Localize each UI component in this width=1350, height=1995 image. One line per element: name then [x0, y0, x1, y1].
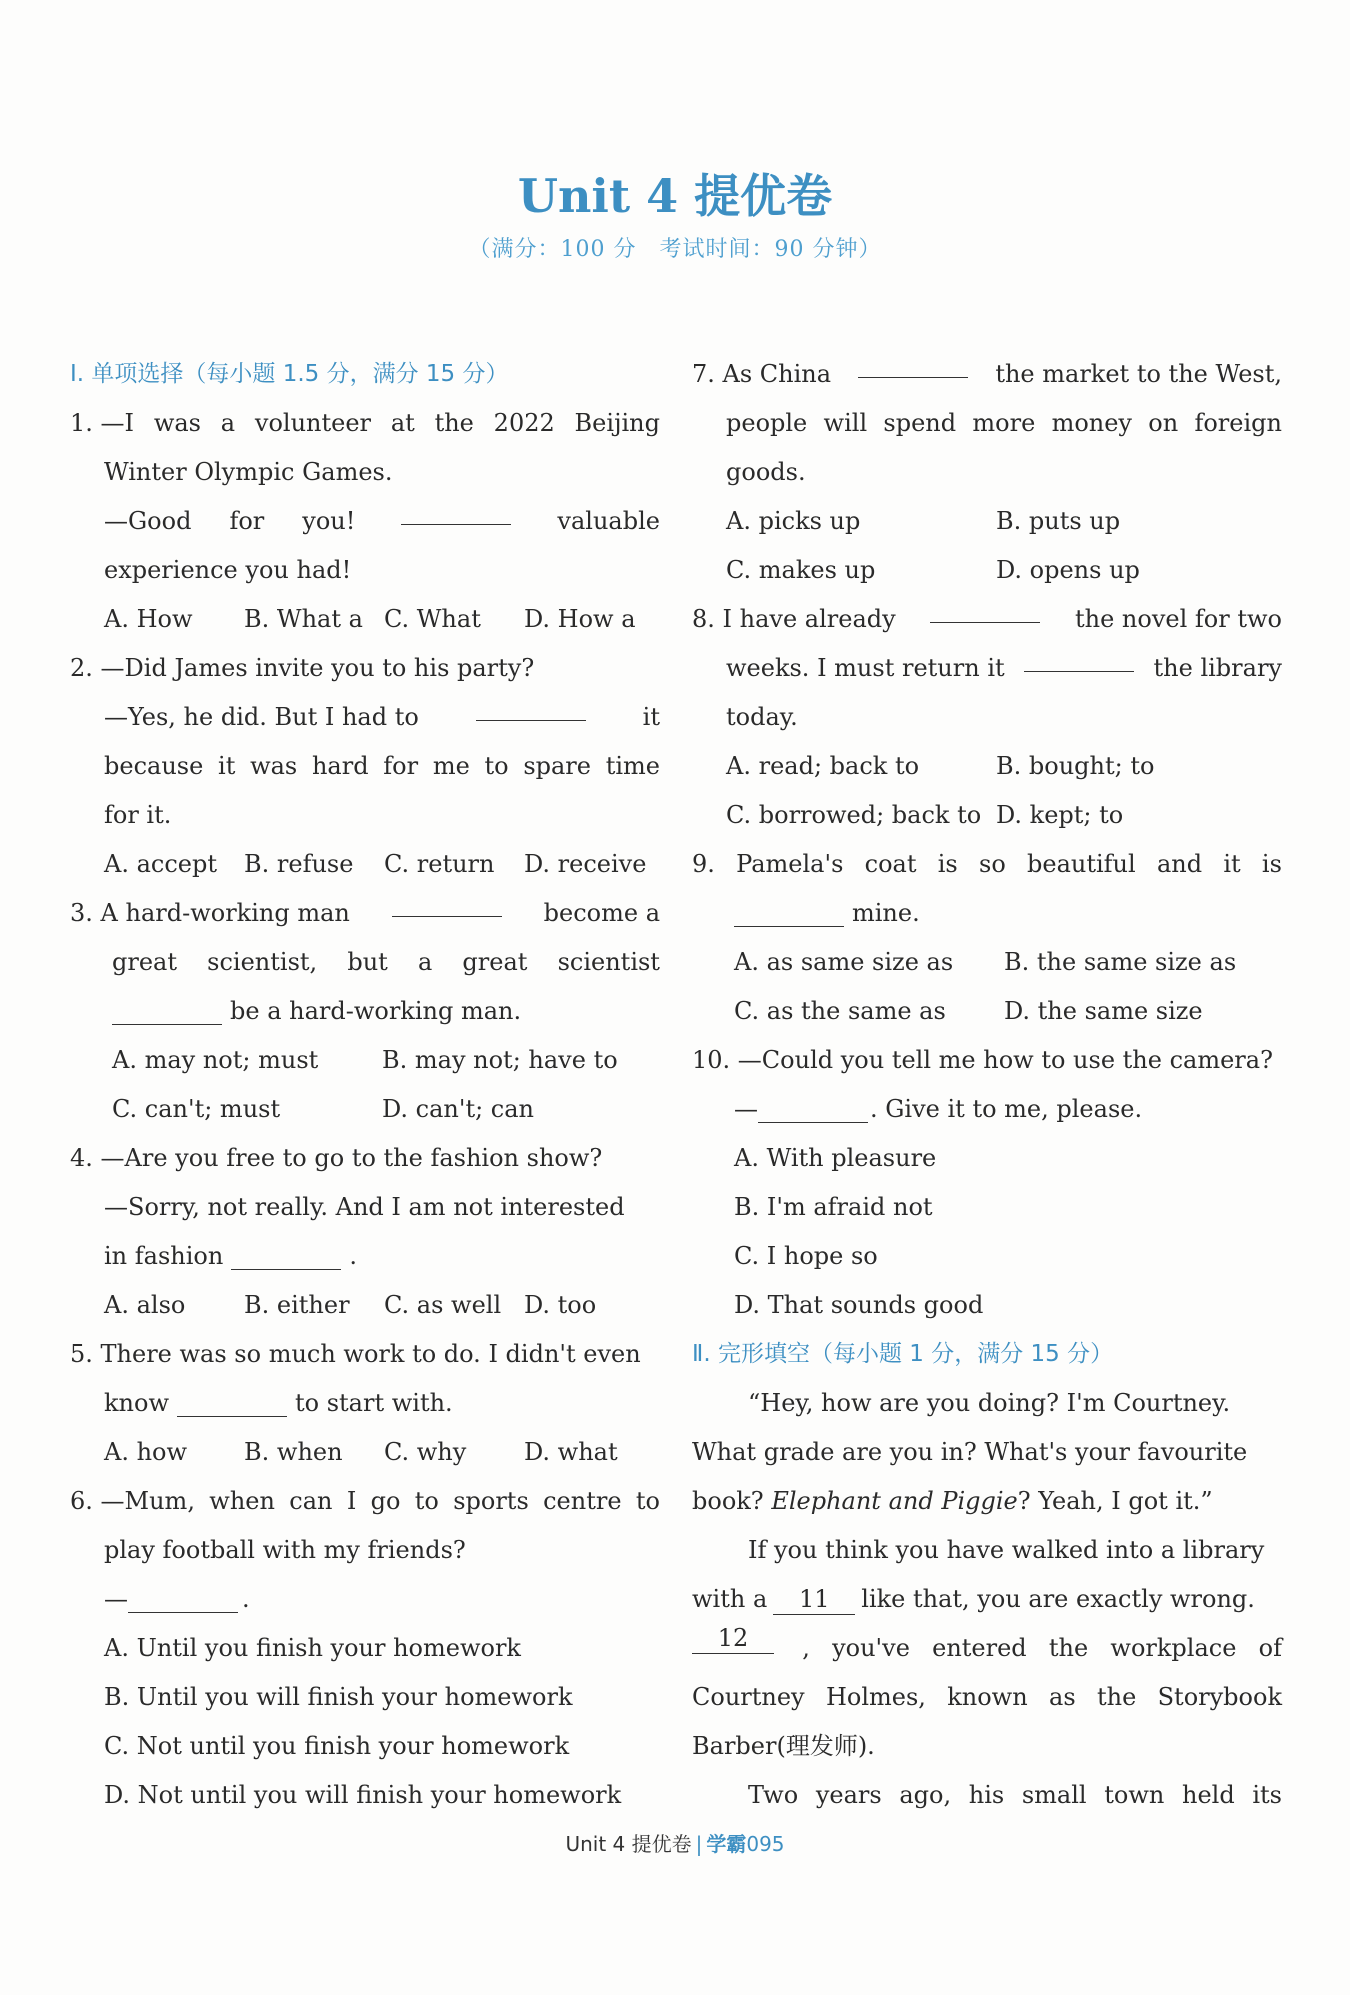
option-c[interactable]: C. why [384, 1438, 467, 1466]
question-3-options-2 [70, 1085, 660, 1134]
option-d[interactable]: D. How a [524, 605, 636, 633]
question-2-line-3: because it was hard for me to spare time [104, 752, 660, 780]
question-4-line-3: in fashion . [104, 1242, 357, 1270]
option-d[interactable]: D. opens up [996, 556, 1140, 584]
question-8-options-2 [692, 791, 1282, 840]
answer-blank[interactable] [930, 595, 1040, 623]
passage-line-9: Two years ago, his small town held its [748, 1781, 1282, 1809]
page-number: 095 [746, 1832, 785, 1856]
passage-line-1: “Hey, how are you doing? I'm Courtney. [748, 1389, 1231, 1417]
question-2-line-4: for it. [104, 801, 172, 829]
question-3-line-1: 3. A hard-working man become a [70, 889, 660, 938]
answer-blank[interactable] [112, 997, 222, 1025]
question-5-line-1: 5. There was so much work to do. I didn't even [70, 1340, 641, 1368]
question-1-line-1: 1. —I was a volunteer at the 2022 Beijing [70, 409, 660, 437]
answer-blank[interactable] [476, 693, 586, 721]
option-a[interactable]: A. accept [104, 850, 217, 878]
page-title: Unit 4 提优卷 [517, 169, 833, 223]
question-8-line-1: 8. I have already the novel for two [692, 595, 1282, 644]
question-6-option-d[interactable]: D. Not until you will finish your homework [104, 1781, 622, 1809]
question-3-line-3: be a hard-working man. [70, 987, 660, 1036]
question-10-option-b[interactable]: B. I'm afraid not [734, 1193, 933, 1221]
right-column [692, 350, 1282, 1820]
option-c[interactable]: C. as well [384, 1291, 502, 1319]
question-8-options-1 [692, 742, 1282, 791]
question-7-line-3: goods. [726, 458, 806, 486]
question-1-options [70, 595, 660, 644]
passage-line-4: If you think you have walked into a library [748, 1536, 1265, 1564]
option-c[interactable]: C. makes up [726, 556, 876, 584]
option-d[interactable]: D. receive [524, 850, 647, 878]
passage-line-2: What grade are you in? What's your favourite [692, 1438, 1248, 1466]
question-10-line-1: 10. —Could you tell me how to use the camera? [692, 1046, 1273, 1074]
left-column [70, 350, 660, 1820]
question-6-line-2: play football with my friends? [104, 1536, 466, 1564]
option-d[interactable]: D. too [524, 1291, 597, 1319]
question-9-options-1 [692, 938, 1282, 987]
option-a[interactable]: A. read; back to [726, 752, 920, 780]
question-9-line-1: 9. Pamela's coat is so beautiful and it is [692, 850, 1282, 878]
question-7-line-2: people will spend more money on foreign [726, 409, 1282, 437]
question-4-options [70, 1281, 660, 1330]
option-c[interactable]: C. return [384, 850, 495, 878]
question-3-options-1 [70, 1036, 660, 1085]
question-6-option-a[interactable]: A. Until you finish your homework [104, 1634, 521, 1662]
answer-blank[interactable] [392, 889, 502, 917]
question-1-line-3: —Good for you! valuable [70, 497, 660, 546]
answer-blank[interactable] [758, 1095, 868, 1123]
footer-unit: Unit 4 提优卷 [565, 1832, 692, 1856]
question-6-line-3: — . [104, 1585, 250, 1613]
option-b[interactable]: B. the same size as [1004, 948, 1237, 976]
brand-logo: 学霸 [706, 1832, 747, 1856]
book-title: Elephant and Piggie [771, 1487, 1018, 1515]
option-d[interactable]: D. what [524, 1438, 618, 1466]
question-3-line-2: great scientist, but a great scientist [112, 948, 660, 976]
question-7-options-1 [692, 497, 1282, 546]
answer-blank[interactable] [858, 350, 968, 378]
option-b[interactable]: B. refuse [244, 850, 354, 878]
option-d[interactable]: D. kept; to [996, 801, 1124, 829]
passage-line-3: book? Elephant and Piggie? Yeah, I got it.” [692, 1487, 1213, 1515]
question-7-options-2 [692, 546, 1282, 595]
question-1-line-2: Winter Olympic Games. [104, 458, 393, 486]
passage-line-8: Barber(理发师). [692, 1732, 875, 1760]
question-4-line-1: 4. —Are you free to go to the fashion show? [70, 1144, 603, 1172]
option-a[interactable]: A. as same size as [734, 948, 954, 976]
section-heading-2: Ⅱ. 完形填空（每小题 1 分，满分 15 分） [692, 1341, 1114, 1367]
option-b[interactable]: B. puts up [996, 507, 1121, 535]
question-6-option-b[interactable]: B. Until you will finish your homework [104, 1683, 573, 1711]
page-subtitle: （满分：100 分 考试时间：90 分钟） [468, 237, 882, 262]
section-heading-1: Ⅰ. 单项选择（每小题 1.5 分，满分 15 分） [70, 361, 509, 387]
option-a[interactable]: A. How [104, 605, 193, 633]
question-6-option-c[interactable]: C. Not until you finish your homework [104, 1732, 570, 1760]
question-2-options [70, 840, 660, 889]
answer-blank[interactable] [734, 899, 844, 927]
option-a[interactable]: A. also [104, 1291, 186, 1319]
option-d[interactable]: D. the same size [1004, 997, 1203, 1025]
page-footer [0, 1828, 1350, 1857]
question-10-line-2: — . Give it to me, please. [734, 1095, 1143, 1123]
option-a[interactable]: A. may not; must [112, 1046, 319, 1074]
question-5-line-2: know to start with. [104, 1389, 453, 1417]
passage-line-5: with a 11 like that, you are exactly wrong. [692, 1585, 1255, 1613]
cloze-blank-12[interactable]: 12 [692, 1624, 774, 1654]
option-c[interactable]: C. borrowed; back to [726, 801, 982, 829]
question-6-line-1: 6. —Mum, when can I go to sports centre to [70, 1487, 660, 1515]
option-d[interactable]: D. can't; can [382, 1095, 535, 1123]
question-10-option-d[interactable]: D. That sounds good [734, 1291, 984, 1319]
option-c[interactable]: C. as the same as [734, 997, 946, 1025]
option-b[interactable]: B. may not; have to [382, 1046, 618, 1074]
question-9-line-2: mine. [692, 889, 1282, 938]
option-b[interactable]: B. bought; to [996, 752, 1155, 780]
cloze-blank-11[interactable]: 11 [773, 1585, 855, 1615]
option-b[interactable]: B. either [244, 1291, 350, 1319]
answer-blank[interactable] [231, 1242, 341, 1270]
answer-blank[interactable] [177, 1389, 287, 1417]
option-c[interactable]: C. can't; must [112, 1095, 281, 1123]
question-2-line-2: —Yes, he did. But I had to it [70, 693, 660, 742]
question-10-option-a[interactable]: A. With pleasure [734, 1144, 937, 1172]
answer-blank[interactable] [1024, 644, 1134, 672]
passage-line-6: 12 , you've entered the workplace of [692, 1624, 1282, 1673]
question-10-option-c[interactable]: C. I hope so [734, 1242, 878, 1270]
question-2-line-1: 2. —Did James invite you to his party? [70, 654, 535, 682]
question-9-options-2 [692, 987, 1282, 1036]
question-8-line-3: today. [726, 703, 798, 731]
question-5-options [70, 1428, 660, 1477]
answer-blank[interactable] [128, 1585, 238, 1613]
option-b[interactable]: B. when [244, 1438, 343, 1466]
footer-divider: | [695, 1832, 703, 1856]
option-a[interactable]: A. how [104, 1438, 188, 1466]
question-8-line-2: weeks. I must return it the library [692, 644, 1282, 693]
option-a[interactable]: A. picks up [726, 507, 861, 535]
answer-blank[interactable] [401, 497, 511, 525]
passage-line-7: Courtney Holmes, known as the Storybook [692, 1683, 1282, 1711]
option-b[interactable]: B. What a [244, 605, 363, 633]
question-7-line-1: 7. As China the market to the West, [692, 350, 1282, 399]
question-1-line-4: experience you had! [104, 556, 352, 584]
option-c[interactable]: C. What [384, 605, 481, 633]
question-4-line-2: —Sorry, not really. And I am not interested [104, 1193, 625, 1221]
